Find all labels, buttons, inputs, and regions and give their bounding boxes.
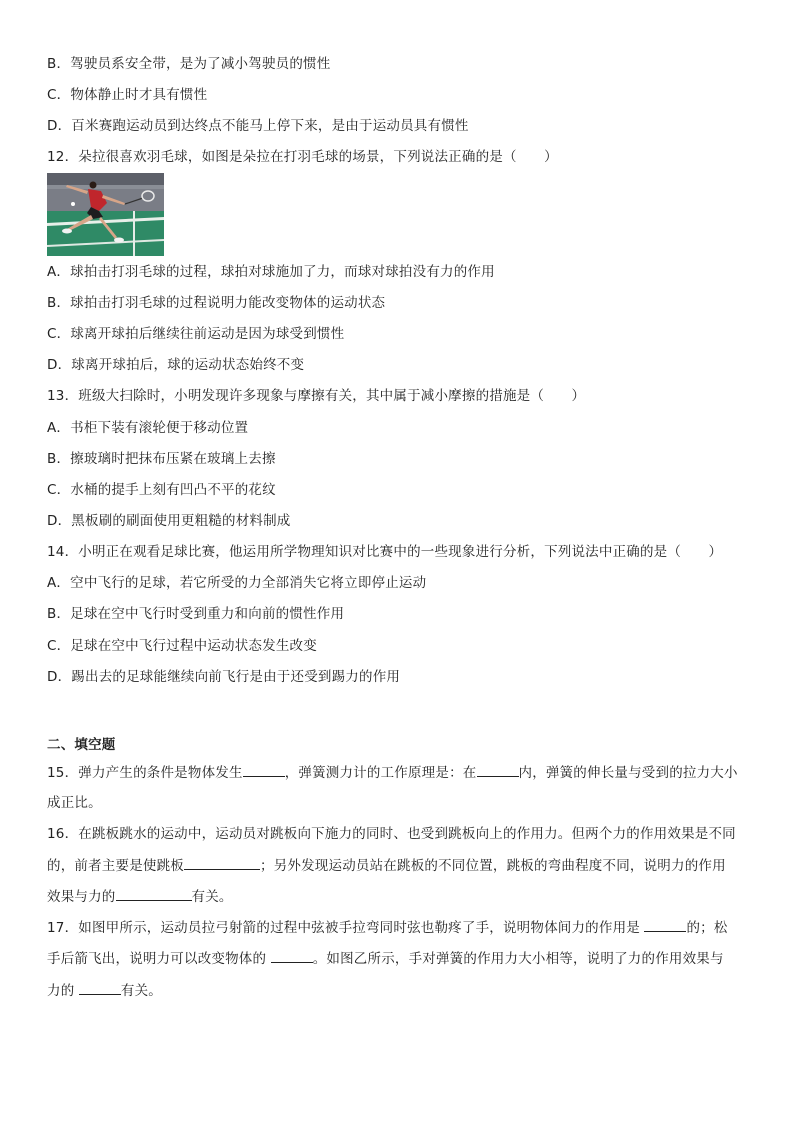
q14-option-b: B．足球在空中飞行时受到重力和向前的惯性作用 — [47, 606, 345, 622]
q11-option-d: D．百米赛跑运动员到达终点不能马上停下来，是由于运动员具有惯性 — [47, 118, 469, 134]
q17-blank-2 — [271, 948, 313, 963]
q14-option-c: C．足球在空中飞行过程中运动状态发生改变 — [47, 638, 317, 654]
q17-text-1: 17．如图甲所示，运动员拉弓射箭的过程中弦被手拉弯同时弦也勒疼了手，说明物体间力的作用是 — [47, 920, 640, 936]
q13-stem: 13．班级大扫除时，小明发现许多现象与摩擦有关，其中属于减小摩擦的措施是（ ） — [47, 388, 586, 404]
badminton-photo-illustration — [47, 173, 164, 256]
badminton-player-image — [47, 173, 164, 256]
q13-option-c: C．水桶的提手上刻有凹凸不平的花纹 — [47, 482, 276, 498]
q16-blank-1 — [184, 855, 260, 870]
q13-option-b: B．擦玻璃时把抹布压紧在玻璃上去擦 — [47, 451, 276, 467]
q15-line-2: 成正比。 — [47, 795, 102, 811]
q12-option-b: B．球拍击打羽毛球的过程说明力能改变物体的运动状态 — [47, 295, 386, 311]
q15-blank-1 — [243, 762, 285, 777]
q14-stem: 14．小明正在观看足球比赛，他运用所学物理知识对比赛中的一些现象进行分析，下列说法中正确的是（ ） — [47, 544, 723, 560]
q15-text-2: ，弹簧测力计的工作原理是：在 — [284, 765, 477, 781]
q17-text-2: 的；松 — [686, 920, 728, 936]
section-title-fill-in: 二、填空题 — [47, 737, 116, 753]
q17-text-4: 。如图乙所示，手对弹簧的作用力大小相等，说明了力的作用效果与 — [312, 951, 724, 967]
q15-text-1: 15．弹力产生的条件是物体发生 — [47, 765, 243, 781]
q16-line-3 — [47, 886, 233, 907]
q12-option-a: A．球拍击打羽毛球的过程，球拍对球施加了力，而球对球拍没有力的作用 — [47, 264, 495, 280]
q16-line-1: 16．在跳板跳水的运动中，运动员对跳板向下施力的同时、也受到跳板向上的作用力。但两个力的作用效果是不同 — [47, 826, 736, 842]
q17-text-5: 力的 — [47, 983, 75, 999]
q16-text-2: ；另外发现运动员站在跳板的不同位置，跳板的弯曲程度不同，说明力的作用 — [260, 858, 726, 874]
q11-option-b: B．驾驶员系安全带，是为了减小驾驶员的惯性 — [47, 56, 331, 72]
q15-text-3: 内，弹簧的伸长量与受到的拉力大小 — [518, 765, 738, 781]
q12-option-c: C．球离开球拍后继续往前运动是因为球受到惯性 — [47, 326, 345, 342]
q16-text-1: 的，前者主要是使跳板 — [47, 858, 184, 874]
q17-text-6: 有关。 — [120, 983, 163, 999]
q11-option-c: C．物体静止时才具有惯性 — [47, 87, 208, 103]
q17-text-3: 手后箭飞出，说明力可以改变物体的 — [47, 951, 267, 967]
q14-option-a: A．空中飞行的足球，若它所受的力全部消失它将立即停止运动 — [47, 575, 427, 591]
q17-line-2 — [47, 948, 724, 969]
q16-line-2 — [47, 855, 726, 876]
q16-text-3: 效果与力的 — [47, 889, 116, 905]
q17-line-3 — [47, 980, 162, 1001]
q15-line-1 — [47, 762, 738, 783]
q16-blank-2 — [116, 886, 192, 901]
q12-stem: 12．朵拉很喜欢羽毛球，如图是朵拉在打羽毛球的场景，下列说法正确的是（ ） — [47, 149, 558, 165]
q12-option-d: D．球离开球拍后，球的运动状态始终不变 — [47, 357, 305, 373]
q13-option-a: A．书柜下装有滚轮便于移动位置 — [47, 420, 249, 436]
q17-blank-1 — [644, 917, 686, 932]
q17-line-1 — [47, 917, 728, 938]
q17-blank-3 — [79, 980, 121, 995]
q13-option-d: D．黑板刷的刷面使用更粗糙的材料制成 — [47, 513, 291, 529]
q14-option-d: D．踢出去的足球能继续向前飞行是由于还受到踢力的作用 — [47, 669, 401, 685]
q16-text-4: 有关。 — [191, 889, 233, 905]
q15-blank-2 — [477, 762, 519, 777]
